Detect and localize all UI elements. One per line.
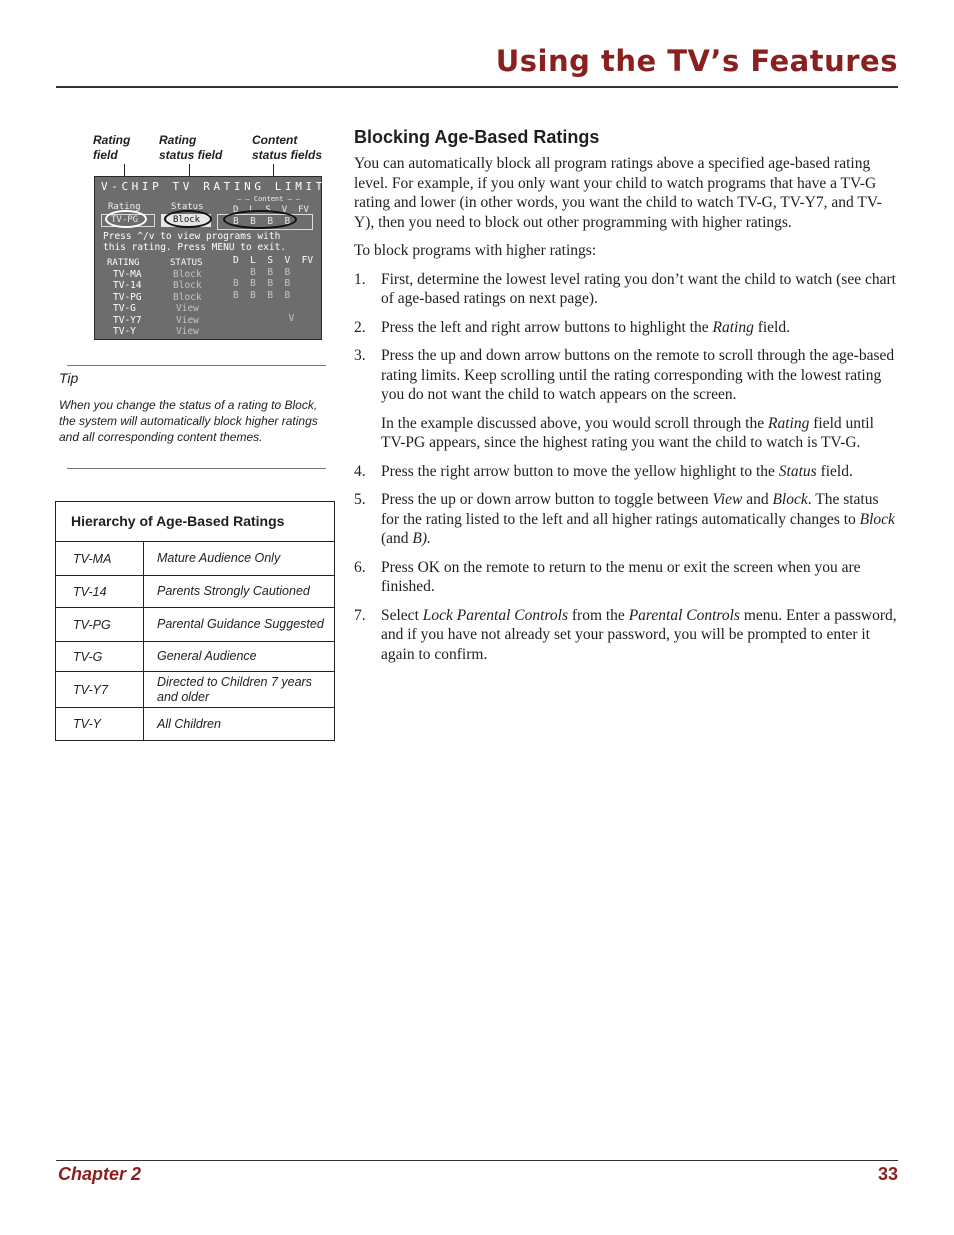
list-item <box>354 490 899 549</box>
list-item <box>354 346 899 453</box>
tv-row-rating: TV-PG <box>113 292 142 303</box>
list-item <box>354 606 899 665</box>
table-row <box>56 642 334 672</box>
tip-rule-top <box>67 365 326 366</box>
callout-oval-status <box>164 210 212 228</box>
tv-rating-limit-screen <box>94 176 326 340</box>
step-number: 2. <box>354 318 366 336</box>
hierarchy-table <box>55 501 335 741</box>
callout-content-status-fields: Content status fields <box>252 133 323 162</box>
rating-description: Parents Strongly Cautioned <box>157 584 310 598</box>
tv-row-status: View <box>176 303 199 314</box>
step-number: 4. <box>354 462 366 480</box>
rating-code: TV-MA <box>56 542 144 575</box>
tv-row-content: B B B <box>233 267 291 278</box>
step-text: Press the up or down arrow button to toggle between View and Block. The status for the rating listed to the left and all higher ratings automatically changes to Block (and B). <box>381 491 895 547</box>
rating-description: Mature Audience Only <box>157 551 281 565</box>
tv-row-status: View <box>176 326 199 337</box>
rating-description: General Audience <box>157 649 257 663</box>
tv-row-status: Block <box>173 280 202 291</box>
callout-oval-rating <box>105 210 147 228</box>
table-row <box>56 708 334 740</box>
tv-col-status: Status <box>171 202 204 212</box>
tv-row-content: B B B B <box>233 290 291 301</box>
tv-selected-rating: TV-PG <box>111 215 139 225</box>
tv-selected-status: Block <box>173 215 201 225</box>
rating-code: TV-Y7 <box>56 672 144 707</box>
callout-oval-content <box>223 210 297 229</box>
tv-screen-title: V-CHIP TV RATING LIMIT <box>101 180 326 193</box>
list-item <box>354 318 899 338</box>
tv-row-status: View <box>176 315 199 326</box>
tv-row-rating: TV-14 <box>113 280 142 291</box>
section-heading: Blocking Age-Based Ratings <box>354 127 600 147</box>
rating-description: Directed to Children 7 years and older <box>157 674 312 704</box>
footer-chapter: Chapter 2 <box>58 1164 142 1184</box>
step-text: Press the left and right arrow buttons to highlight the Rating field. <box>381 318 790 336</box>
list-item <box>354 558 899 597</box>
step-note: In the example discussed above, you would scroll through the Rating field until TV-PG appears, since the highest rating you want the child to watch is TV-G. <box>381 414 874 451</box>
tv-list-status-header: STATUS <box>170 258 203 268</box>
step-number: 6. <box>354 558 366 576</box>
step-text: Press the right arrow button to move the yellow highlight to the Status field. <box>381 462 853 480</box>
table-row <box>56 542 334 576</box>
table-row <box>56 672 334 708</box>
header-rule <box>56 86 898 88</box>
step-text: Press the up and down arrow buttons on the remote to scroll through the age-based rating limits. Keep scrolling until the rating corresponding with the lowest rating you do not want the child to watch appears on the screen. In the example discussed above, you would scroll through the Rating field until TV-PG appears, since the highest rating you want the child to watch is TV-G. <box>381 346 899 453</box>
tv-row-rating: TV-G <box>113 303 136 314</box>
steps-list <box>354 270 899 665</box>
callout-rating-status-field: Rating status field <box>159 133 223 162</box>
step-number: 5. <box>354 491 366 508</box>
tv-help-line-1: Press ^/v to view programs with <box>103 231 281 242</box>
tv-row-content: V <box>220 313 295 324</box>
table-row <box>56 576 334 608</box>
tv-help-line-2: this rating. Press MENU to exit. <box>103 242 287 253</box>
tip-heading: Tip <box>59 370 79 386</box>
rating-code: TV-G <box>56 642 144 671</box>
tip-rule-bottom <box>67 468 326 469</box>
rating-description: Parental Guidance Suggested <box>157 617 324 631</box>
tv-row-status: Block <box>173 292 202 303</box>
footer-rule <box>56 1160 898 1161</box>
list-item <box>354 462 899 482</box>
page-number: 33 <box>877 1164 898 1184</box>
tv-content-label: — — Content — — <box>237 195 301 203</box>
tv-col-content: D L S V FV <box>233 205 309 215</box>
table-row <box>56 608 334 642</box>
rating-code: TV-PG <box>56 608 144 641</box>
tv-row-rating: TV-Y <box>113 326 136 337</box>
list-item <box>354 270 899 309</box>
step-number: 1. <box>354 270 366 288</box>
rating-description: All Children <box>157 716 221 731</box>
tv-row-rating: TV-MA <box>113 269 142 280</box>
step-text: Press OK on the remote to return to the menu or exit the screen when you are finished. <box>381 558 861 595</box>
tv-row-content: B B B B <box>233 278 291 289</box>
step-text: Select Lock Parental Controls from the Parental Controls menu. Enter a password, and if you have not already set your password, you will be prompted to enter it again to confirm. <box>381 606 897 663</box>
intro-paragraph: You can automatically block all program ratings above a specified age-based rating level. For example, if you only want your child to watch programs that have a TV-G rating and lower (in other words, you want the child to watch TV-G, TV-Y7, and TV-Y), then you need to block out other programming with higher ratings. <box>354 155 882 231</box>
tv-col-rating: Rating <box>108 202 141 212</box>
step-number: 3. <box>354 347 366 364</box>
tip-body: When you change the status of a rating to Block, the system will automatically block higher ratings and all corresponding content themes. <box>59 398 318 444</box>
rating-code: TV-Y <box>56 708 144 740</box>
callout-rating-field: Rating field <box>93 133 131 162</box>
tv-row-rating: TV-Y7 <box>113 315 142 326</box>
section-body <box>354 154 899 673</box>
tv-row-status: Block <box>173 269 202 280</box>
rating-code: TV-14 <box>56 576 144 607</box>
page-title: Using the TV’s Features <box>495 44 898 78</box>
step-number: 7. <box>354 606 366 624</box>
tv-list-rating-header: RATING <box>107 258 140 268</box>
lead-paragraph: To block programs with higher ratings: <box>354 242 597 259</box>
hierarchy-table-title: Hierarchy of Age-Based Ratings <box>56 502 334 542</box>
tv-list-content-header: D L S V FV <box>233 255 314 266</box>
tv-selected-content: B B B B <box>233 216 291 227</box>
step-text: First, determine the lowest level rating you don’t want the child to watch (see chart of age-based ratings on next page). <box>381 270 896 307</box>
